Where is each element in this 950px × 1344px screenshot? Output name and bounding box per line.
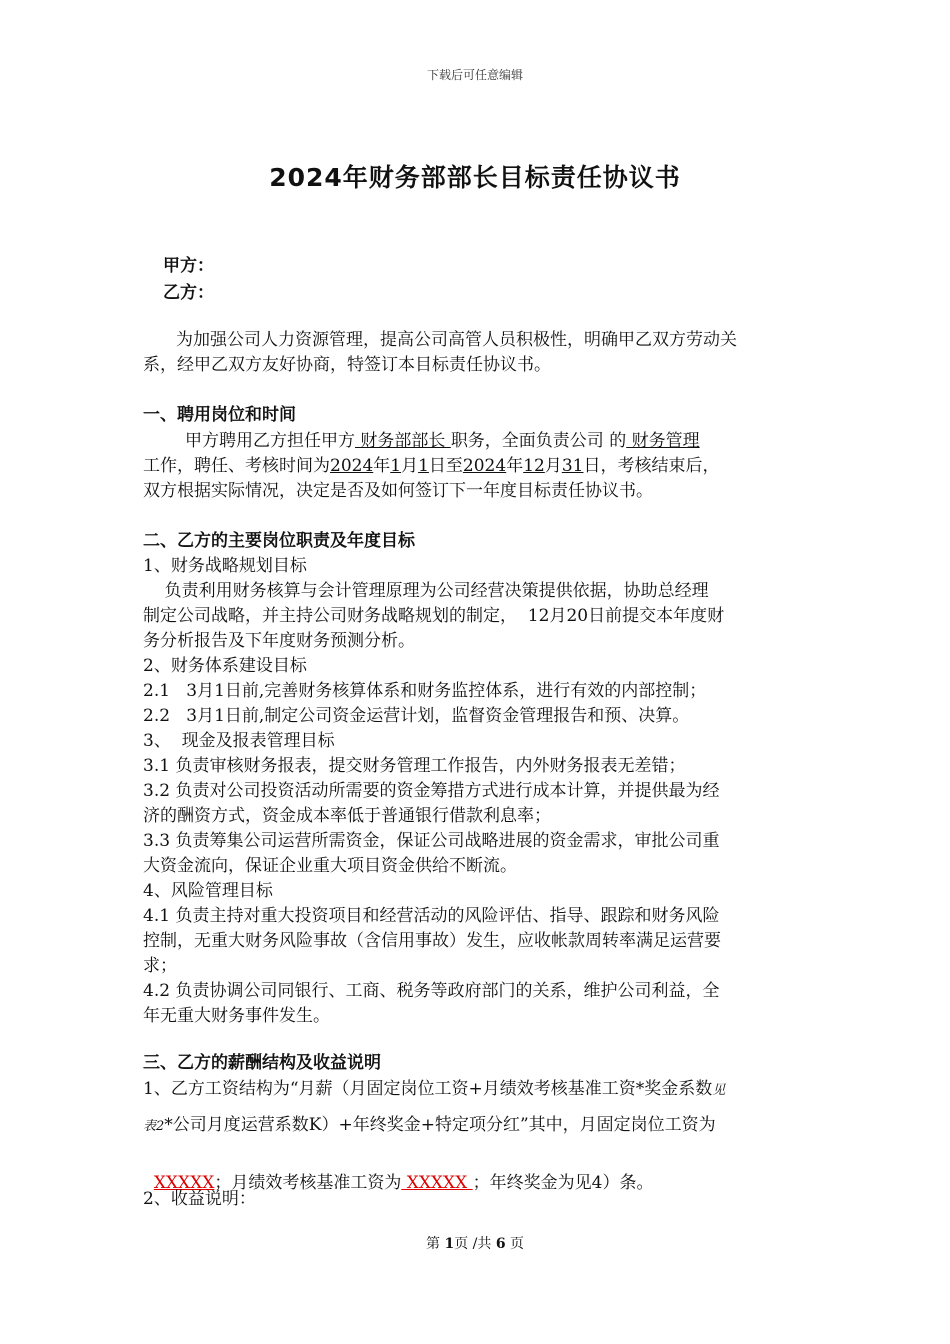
end-month: 12 bbox=[523, 456, 545, 476]
section-2-line: 1、财务战略规划目标 bbox=[143, 556, 307, 576]
section-1-line-3: 双方根据实际情况，决定是否及如何签订下一年度目标责任协议书。 bbox=[143, 481, 653, 501]
start-month: 1 bbox=[390, 456, 402, 476]
text: 甲方聘用乙方担任甲方 bbox=[185, 431, 355, 451]
position-value: 财务部部长 bbox=[355, 431, 451, 451]
text: 页 /共 bbox=[454, 1236, 496, 1252]
note-ref: 表2 bbox=[143, 1119, 165, 1134]
note-ref: 见 bbox=[712, 1083, 726, 1098]
fixed-salary-value: XXXXX bbox=[153, 1173, 215, 1193]
section-2-line: 年无重大财务事件发生。 bbox=[143, 1006, 330, 1026]
section-2-line: 制定公司战略，并主持公司财务战略规划的制定， 12月20日前提交本年度财 bbox=[143, 606, 725, 626]
text: 第 bbox=[425, 1236, 445, 1252]
text: *公司月度运营系数K）+年终奖金+特定项分红”其中，月固定岗位工资为 bbox=[164, 1115, 716, 1135]
text: 年 bbox=[506, 456, 524, 476]
section-2-line: 2.2 3月1日前,制定公司资金运营计划，监督资金管理报告和预、决算。 bbox=[143, 706, 690, 726]
section-2-line: 2、财务体系建设目标 bbox=[143, 656, 307, 676]
section-2-line: 济的酬资方式，资金成本率低于普通银行借款利息率； bbox=[143, 806, 551, 826]
section-2-line: 3、 现金及报表管理目标 bbox=[143, 731, 335, 751]
intro-line-2: 系，经甲乙双方友好协商，特签订本目标责任协议书。 bbox=[143, 355, 551, 375]
start-year: 2024 bbox=[330, 456, 374, 476]
section-3-line-1 bbox=[143, 1074, 725, 1099]
section-3-heading: 三、乙方的薪酬结构及收益说明 bbox=[143, 1053, 381, 1073]
performance-salary-value: XXXXX bbox=[401, 1173, 473, 1193]
end-year: 2024 bbox=[462, 456, 507, 476]
section-2-line: 4.1 负责主持对重大投资项目和经营活动的风险评估、指导、跟踪和财务风险 bbox=[143, 906, 720, 926]
section-2-line: 求； bbox=[143, 956, 177, 976]
section-2-line: 2.1 3月1日前,完善财务核算体系和财务监控体系，进行有效的内部控制； bbox=[143, 681, 707, 701]
text: 年 bbox=[373, 456, 391, 476]
section-2-line: 3.3 负责筹集公司运营所需资金，保证公司战略进展的资金需求，审批公司重 bbox=[143, 831, 720, 851]
start-day: 1 bbox=[418, 456, 429, 476]
section-2-heading: 二、乙方的主要岗位职责及年度目标 bbox=[143, 531, 415, 551]
end-day: 31 bbox=[561, 456, 584, 476]
page-footer bbox=[0, 1233, 950, 1253]
text: 日，考核结束后， bbox=[583, 456, 720, 476]
page-number: 1 bbox=[444, 1236, 455, 1252]
party-a-label: 甲方： bbox=[163, 256, 214, 276]
text: ；年终奖金为见4）条。 bbox=[472, 1173, 654, 1193]
section-2-line: 控制，无重大财务风险事故（含信用事故）发生，应收帐款周转率满足运营要 bbox=[143, 931, 721, 951]
section-1-line-2 bbox=[143, 451, 719, 476]
text: 日至 bbox=[428, 456, 463, 476]
document-title: 2024年财务部部长目标责任协议书 bbox=[269, 163, 681, 192]
section-2-line: 4、风险管理目标 bbox=[143, 881, 273, 901]
text: 月 bbox=[544, 456, 562, 476]
section-2-line: 3.2 负责对公司投资活动所需要的资金筹措方式进行成本计算，并提供最为经 bbox=[143, 781, 720, 801]
section-2-line: 务分析报告及下年度财务预测分析。 bbox=[143, 631, 415, 651]
text: 工作，聘任、考核时间为 bbox=[143, 456, 330, 476]
text: 页 bbox=[505, 1236, 525, 1252]
section-1-line-1 bbox=[185, 426, 700, 451]
text: 职务，全面负责公司 的 bbox=[450, 431, 627, 451]
intro-line-1: 为加强公司人力资源管理，提高公司高管人员积极性，明确甲乙双方劳动关 bbox=[176, 330, 737, 350]
section-2-line: 负责利用财务核算与会计管理原理为公司经营决策提供依据，协助总经理 bbox=[143, 581, 709, 601]
section-3-line-4: 2、收益说明： bbox=[143, 1189, 256, 1209]
party-b-label: 乙方： bbox=[163, 283, 214, 303]
text: 1、乙方工资结构为“月薪（月固定岗位工资+月绩效考核基准工资*奖金系数 bbox=[143, 1079, 713, 1099]
section-2-line: 4.2 负责协调公司同银行、工商、税务等政府部门的关系，维护公司利益，全 bbox=[143, 981, 720, 1001]
text: ；月绩效考核基准工资为 bbox=[214, 1173, 402, 1193]
section-1-heading: 一、聘用岗位和时间 bbox=[143, 405, 296, 425]
page-header: 下载后可任意编辑 bbox=[426, 68, 523, 82]
section-2-line: 大资金流向，保证企业重大项目资金供给不断流。 bbox=[143, 856, 517, 876]
page-total: 6 bbox=[495, 1236, 506, 1252]
text: 月 bbox=[401, 456, 419, 476]
section-3-line-2 bbox=[143, 1110, 716, 1135]
section-2-line: 3.1 负责审核财务报表，提交财务管理工作报告，内外财务报表无差错； bbox=[143, 756, 686, 776]
area-value: 财务管理 bbox=[626, 431, 700, 451]
